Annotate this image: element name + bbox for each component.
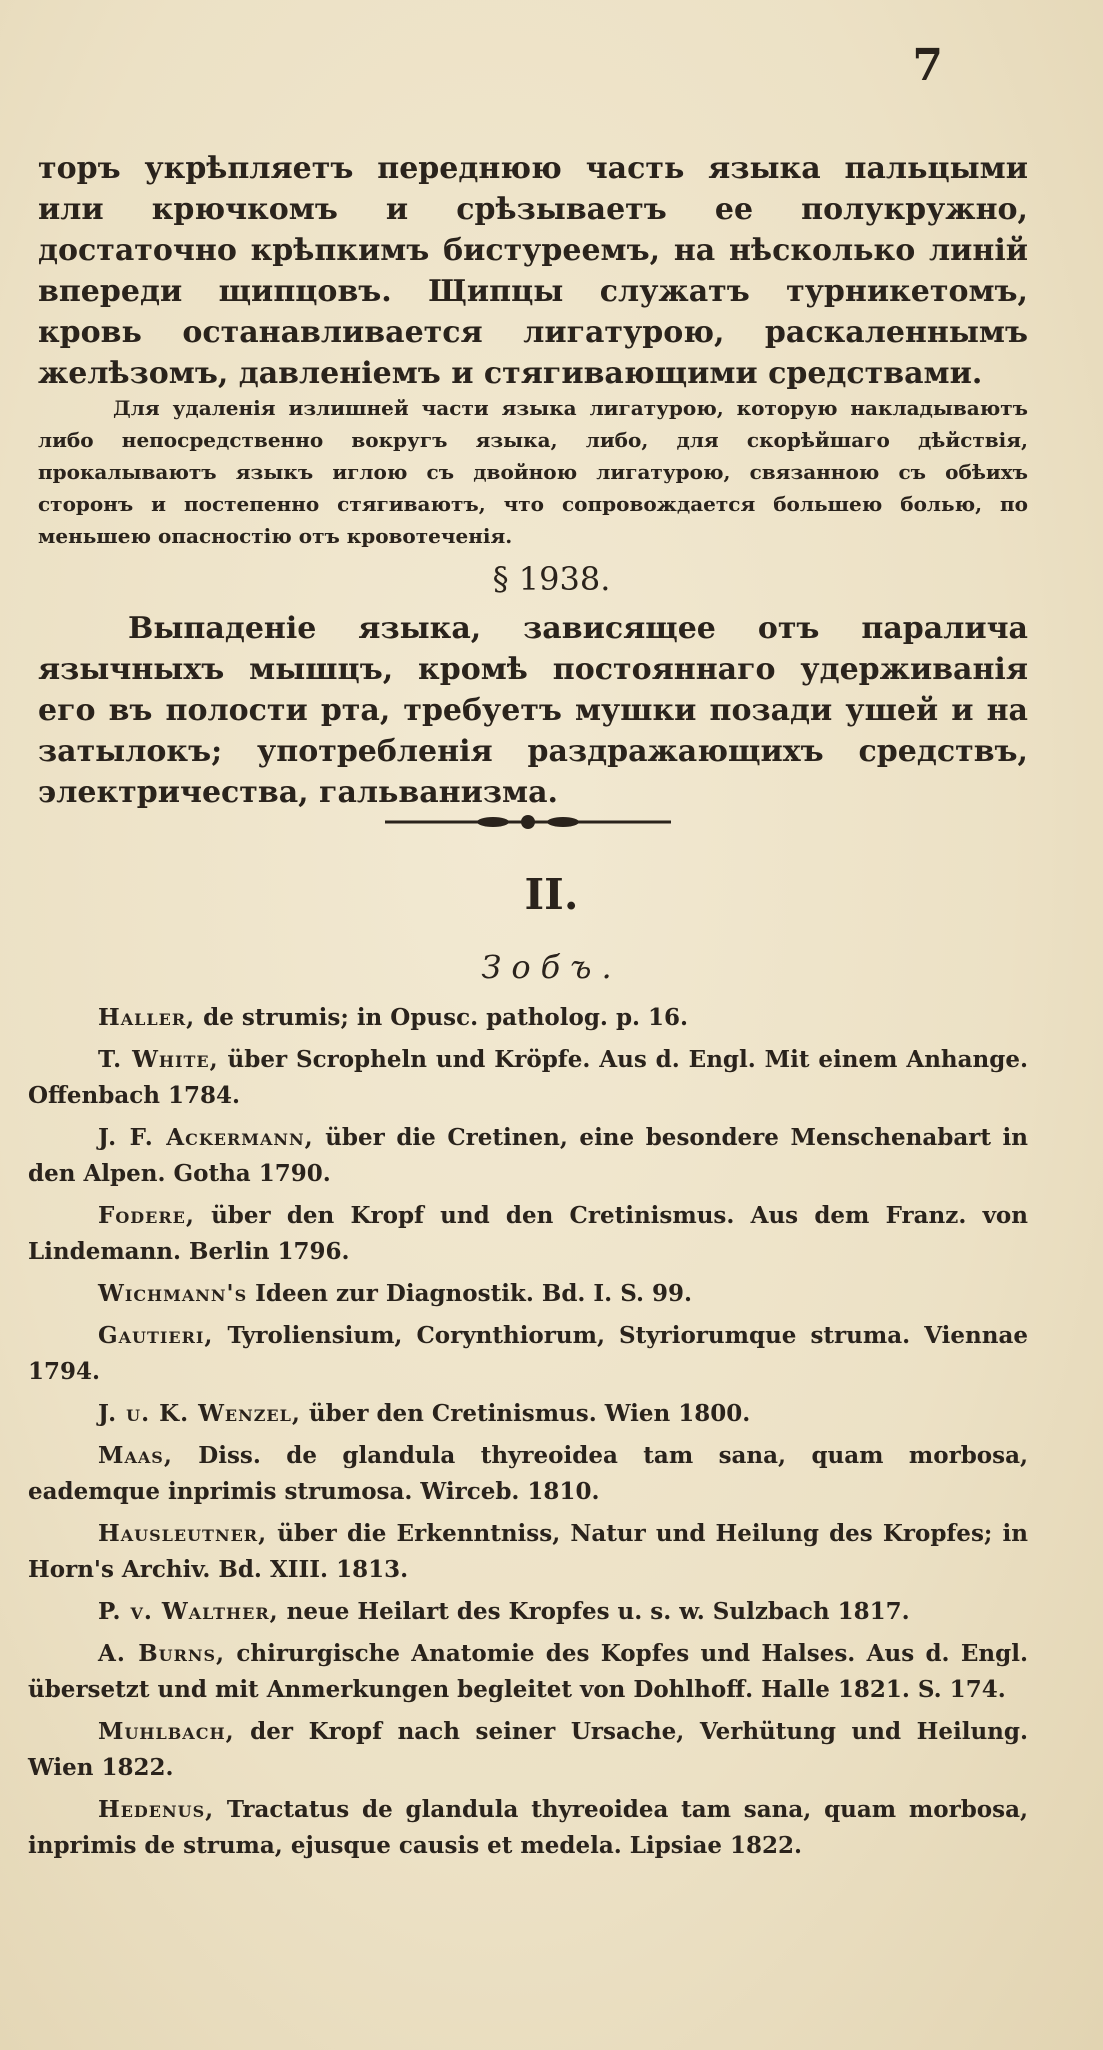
reference-author: Muhlbach, xyxy=(98,1718,235,1745)
footnote-paragraph-text: Для удаленія излишней части языка лигатурою, которую накладываютъ либо непосредственно вокругъ языка, либо, для скорѣйшаго дѣйствія, прокалываютъ языкъ иглою съ двойною лигатурою, связанною съ обѣихъ сторонъ и постепенно стягиваютъ, что сопровождается большею болью, по меньшею опасностію отъ кровотеченія. xyxy=(38,396,1028,548)
chapter-title: Зобъ. xyxy=(481,948,622,986)
reference-text: über die Cretinen, eine besondere Menschenabart in den Alpen. Gotha 1790. xyxy=(28,1124,1028,1187)
reference-item xyxy=(28,1516,1028,1588)
page-number: 7 xyxy=(912,40,943,91)
reference-item xyxy=(28,1318,1028,1390)
reference-item xyxy=(28,1594,1028,1630)
reference-author: Hedenus, xyxy=(98,1796,215,1823)
reference-text: Tractatus de glandula thyreoidea tam sana, quam morbosa, inprimis de struma, ejusque causis et medela. Lipsiae 1822. xyxy=(28,1796,1028,1859)
reference-item xyxy=(28,1276,1028,1312)
reference-author: Maas, xyxy=(98,1442,173,1469)
reference-author: Gautieri, xyxy=(98,1322,214,1349)
reference-author: J. u. K. Wenzel, xyxy=(98,1400,301,1427)
reference-item xyxy=(28,1792,1028,1864)
reference-author: Wichmann's xyxy=(98,1280,248,1307)
reference-text: neue Heilart des Kropfes u. s. w. Sulzbach 1817. xyxy=(278,1598,910,1625)
reference-text: über den Kropf und den Cretinismus. Aus dem Franz. von Lindemann. Berlin 1796. xyxy=(28,1202,1028,1265)
footnote-paragraph xyxy=(38,392,1028,552)
section-paragraph xyxy=(38,608,1028,813)
reference-list xyxy=(28,1000,1028,1870)
reference-author: Hausleutner, xyxy=(98,1520,268,1547)
reference-text: über Scropheln und Kröpfe. Aus d. Engl. Mit einem Anhange. Offenbach 1784. xyxy=(28,1046,1028,1109)
reference-item xyxy=(28,1438,1028,1510)
reference-text: Ideen zur Diagnostik. Bd. I. S. 99. xyxy=(247,1280,693,1307)
reference-text: Tyroliensium, Corynthiorum, Styriorumque struma. Viennae 1794. xyxy=(28,1322,1028,1385)
section-paragraph-text: Выпаденіе языка, зависящее отъ паралича язычныхъ мышцъ, кромѣ постояннаго удерживанія его въ полости рта, требуетъ мушки позади ушей и на затылокъ; употребленія раздражающихъ средствъ, электричества, гальванизма. xyxy=(38,611,1028,810)
reference-author: J. F. Ackermann, xyxy=(98,1124,314,1151)
section-number: § 1938. xyxy=(492,560,611,598)
reference-item xyxy=(28,1396,1028,1432)
reference-author: Fodere, xyxy=(98,1202,195,1229)
ornamental-divider xyxy=(383,810,673,834)
body-paragraph-text: торъ укрѣпляетъ переднюю часть языка пальцыми или крючкомъ и срѣзываетъ ее полукружно, достаточно крѣпкимъ бистуреемъ, на нѣсколько линій впереди щипцовъ. Щипцы служатъ турникетомъ, кровь останавливается лигатурою, раскаленнымъ желѣзомъ, давленіемъ и стягивающими средствами. xyxy=(38,151,1028,391)
reference-author: T. White, xyxy=(98,1046,219,1073)
chapter-numeral: II. xyxy=(524,870,579,919)
reference-item xyxy=(28,1120,1028,1192)
reference-text: Diss. de glandula thyreoidea tam sana, quam morbosa, eademque inprimis strumosa. Wirceb. 1810. xyxy=(28,1442,1028,1505)
reference-author: P. v. Walther, xyxy=(98,1598,279,1625)
reference-text: über den Cretinismus. Wien 1800. xyxy=(300,1400,751,1427)
reference-text: chirurgische Anatomie des Kopfes und Halses. Aus d. Engl. übersetzt und mit Anmerkungen begleitet von Dohlhoff. Halle 1821. S. 174. xyxy=(28,1640,1028,1703)
reference-author: A. Burns, xyxy=(98,1640,226,1667)
reference-author: Haller, xyxy=(98,1004,196,1031)
reference-item xyxy=(28,1000,1028,1036)
body-paragraph xyxy=(38,148,1028,394)
reference-item xyxy=(28,1714,1028,1786)
reference-item xyxy=(28,1042,1028,1114)
reference-item xyxy=(28,1636,1028,1708)
reference-text: über die Erkenntniss, Natur und Heilung des Kropfes; in Horn's Archiv. Bd. XIII. 1813. xyxy=(28,1520,1028,1583)
reference-item xyxy=(28,1198,1028,1270)
reference-text: de strumis; in Opusc. patholog. p. 16. xyxy=(195,1004,689,1031)
reference-text: der Kropf nach seiner Ursache, Verhütung und Heilung. Wien 1822. xyxy=(28,1718,1028,1781)
